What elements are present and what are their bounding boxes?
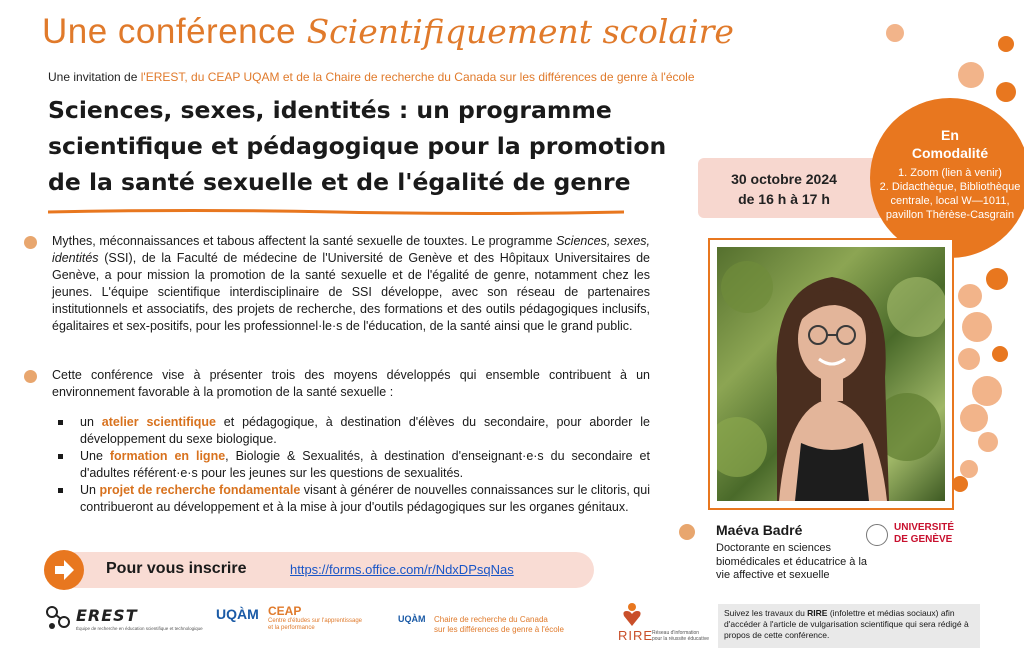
erest-mark-icon [44, 604, 74, 632]
paragraph-bullet-icon [24, 236, 37, 249]
decor-dot [958, 284, 982, 308]
modality-option-location: 2. Didacthèque, Bibliothèque centrale, local W—1011, pavillon Thérèse-Casgrain [879, 181, 1021, 221]
highlight-text: formation en ligne [109, 449, 226, 463]
decor-dot [886, 24, 904, 42]
speaker-name: Maéva Badré [716, 522, 803, 538]
erest-name: EREST [76, 606, 138, 625]
highlight-text: atelier scientifique [101, 415, 216, 429]
speaker-bullet-icon [679, 524, 695, 540]
speaker-photo-frame [708, 238, 954, 510]
unige-seal-icon [866, 524, 888, 546]
modality-badge [870, 98, 1024, 258]
decor-dot [978, 432, 998, 452]
decor-dot [998, 36, 1014, 52]
decor-dot [960, 404, 988, 432]
list-item: Un projet de recherche fondamentale visant à générer de nouvelles connaissances sur le clitoris, qui contribueront au développement et à la mise à jour d'outils pédagogiques sur les organes génitaux. [58, 482, 650, 516]
modality-heading-line1: En [941, 127, 959, 143]
ceap-sub-line2: et la performance [268, 625, 315, 631]
paragraph-bullet-icon [24, 370, 37, 383]
rire-note [718, 604, 980, 648]
intro-program-name: Sciences, sexes, identités [52, 234, 650, 265]
rire-note-bold: RIRE [807, 608, 828, 618]
intro-paragraph [52, 233, 650, 335]
decor-dot [958, 62, 984, 88]
list-item: un atelier scientifique et pédagogique, à destination d'élèves du secondaire, pour aborder le développement du sexe biologique. [58, 414, 650, 448]
speaker-photo [717, 247, 945, 501]
header-title [42, 12, 734, 52]
erest-subtitle: Équipe de recherche en éducation scientifique et technologique [76, 626, 203, 631]
unige-line1: UNIVERSITÉ [894, 522, 955, 533]
rire-name: RIRE [618, 628, 654, 643]
erest-logo [44, 602, 204, 636]
modality-option-zoom: 1. Zoom (lien à venir) [898, 167, 1002, 179]
rire-note-pre: Suivez les travaux du [724, 608, 808, 618]
means-list [58, 414, 650, 516]
unige-logo [866, 522, 966, 548]
ceap-sub-line1: Centre d'études sur l'apprentissage [268, 618, 363, 624]
arrow-right-icon [44, 550, 84, 590]
date-box [698, 158, 888, 218]
title-underline [48, 209, 624, 215]
conference-aim-paragraph: Cette conférence vise à présenter trois des moyens développés qui ensemble contribuent à un environnement favorable à la promotion de la santé sexuelle : [52, 368, 650, 399]
decor-dot [952, 476, 968, 492]
decor-dot [986, 268, 1008, 290]
header-title-script: Scientifiquement scolaire [306, 12, 734, 51]
registration-link[interactable]: https://forms.office.com/r/NdxDPsqNas [290, 562, 514, 577]
rire-sub-line2: pour la réussite éducative [652, 636, 709, 642]
rire-sub-line1: Réseau d'information [652, 630, 700, 636]
register-label: Pour vous inscrire [106, 560, 247, 577]
chaire-sub-line1: Chaire de recherche du Canada [434, 615, 548, 624]
decor-dot [960, 460, 978, 478]
event-time: de 16 h à 17 h [738, 191, 830, 207]
main-title: Sciences, sexes, identités : un programme scientifique et pédagogique pour la promotion de la santé sexuelle et de l'égalité de genre [48, 96, 667, 196]
ceap-wordmark: CEAP [268, 604, 302, 618]
decor-dot [972, 376, 1002, 406]
unige-line2: DE GENÈVE [894, 534, 953, 545]
chaire-sub-line2: sur les différences de genre à l'école [434, 624, 564, 634]
ceap-logo [216, 602, 386, 636]
chaire-logo [398, 602, 608, 636]
rire-note-post: (infolettre et médias sociaux) afin d'accéder à l'article de vulgarisation scientifique qui sera rédigé à propos de cette conférence. [724, 608, 969, 640]
uqam-wordmark-small: UQÀM [398, 614, 426, 624]
list-item: Une formation en ligne, Biologie & Sexualités, à destination d'enseignant·e·s du secondaire et d'adultes référent·e·s pour les jeunes sur les questions de sexualités. [58, 448, 650, 482]
uqam-wordmark: UQÀM [216, 606, 259, 622]
intro-text-b: (SSI), de la Faculté de médecine de l'Université de Genève et des Hôpitaux Universitaires de Genève, a pour mission la promotion de la santé sexuelle et de l'égalité de genre, notamment chez les jeunes. L'équipe scientifique interdisciplinaire de SSI développe, avec son réseau de partenaires institutionnels et associatifs, des projets de recherche, des formations et des outils pédagogiques inclusifs, égalitaires et sex-positifs, pour les professionnel·le·s de l'éducation, de la santé ainsi que le grand public. [52, 251, 650, 333]
invitation-prefix: Une invitation de [48, 70, 141, 84]
invitation-line [48, 70, 695, 84]
speaker-portrait-illustration [717, 247, 945, 501]
highlight-text: projet de recherche fondamentale [99, 483, 301, 497]
speaker-role: Doctorante en sciences biomédicales et éducatrice à la vie affective et sexuelle [716, 542, 868, 581]
rire-heart-icon [622, 602, 642, 628]
event-date: 30 octobre 2024 [731, 171, 837, 187]
register-bar [44, 552, 594, 588]
rire-logo [618, 602, 714, 644]
decor-dot [992, 346, 1008, 362]
decor-dot [962, 312, 992, 342]
header-title-plain: Une conférence [42, 12, 297, 51]
decor-dot [958, 348, 980, 370]
decor-dot [996, 82, 1016, 102]
modality-heading-line2: Comodalité [911, 145, 989, 161]
intro-text-a: Mythes, méconnaissances et tabous affectent la santé sexuelle de touxtes. Le programme [52, 234, 557, 248]
invitation-orgs: l'EREST, du CEAP UQAM et de la Chaire de recherche du Canada sur les différences de genre à l'école [140, 70, 695, 84]
